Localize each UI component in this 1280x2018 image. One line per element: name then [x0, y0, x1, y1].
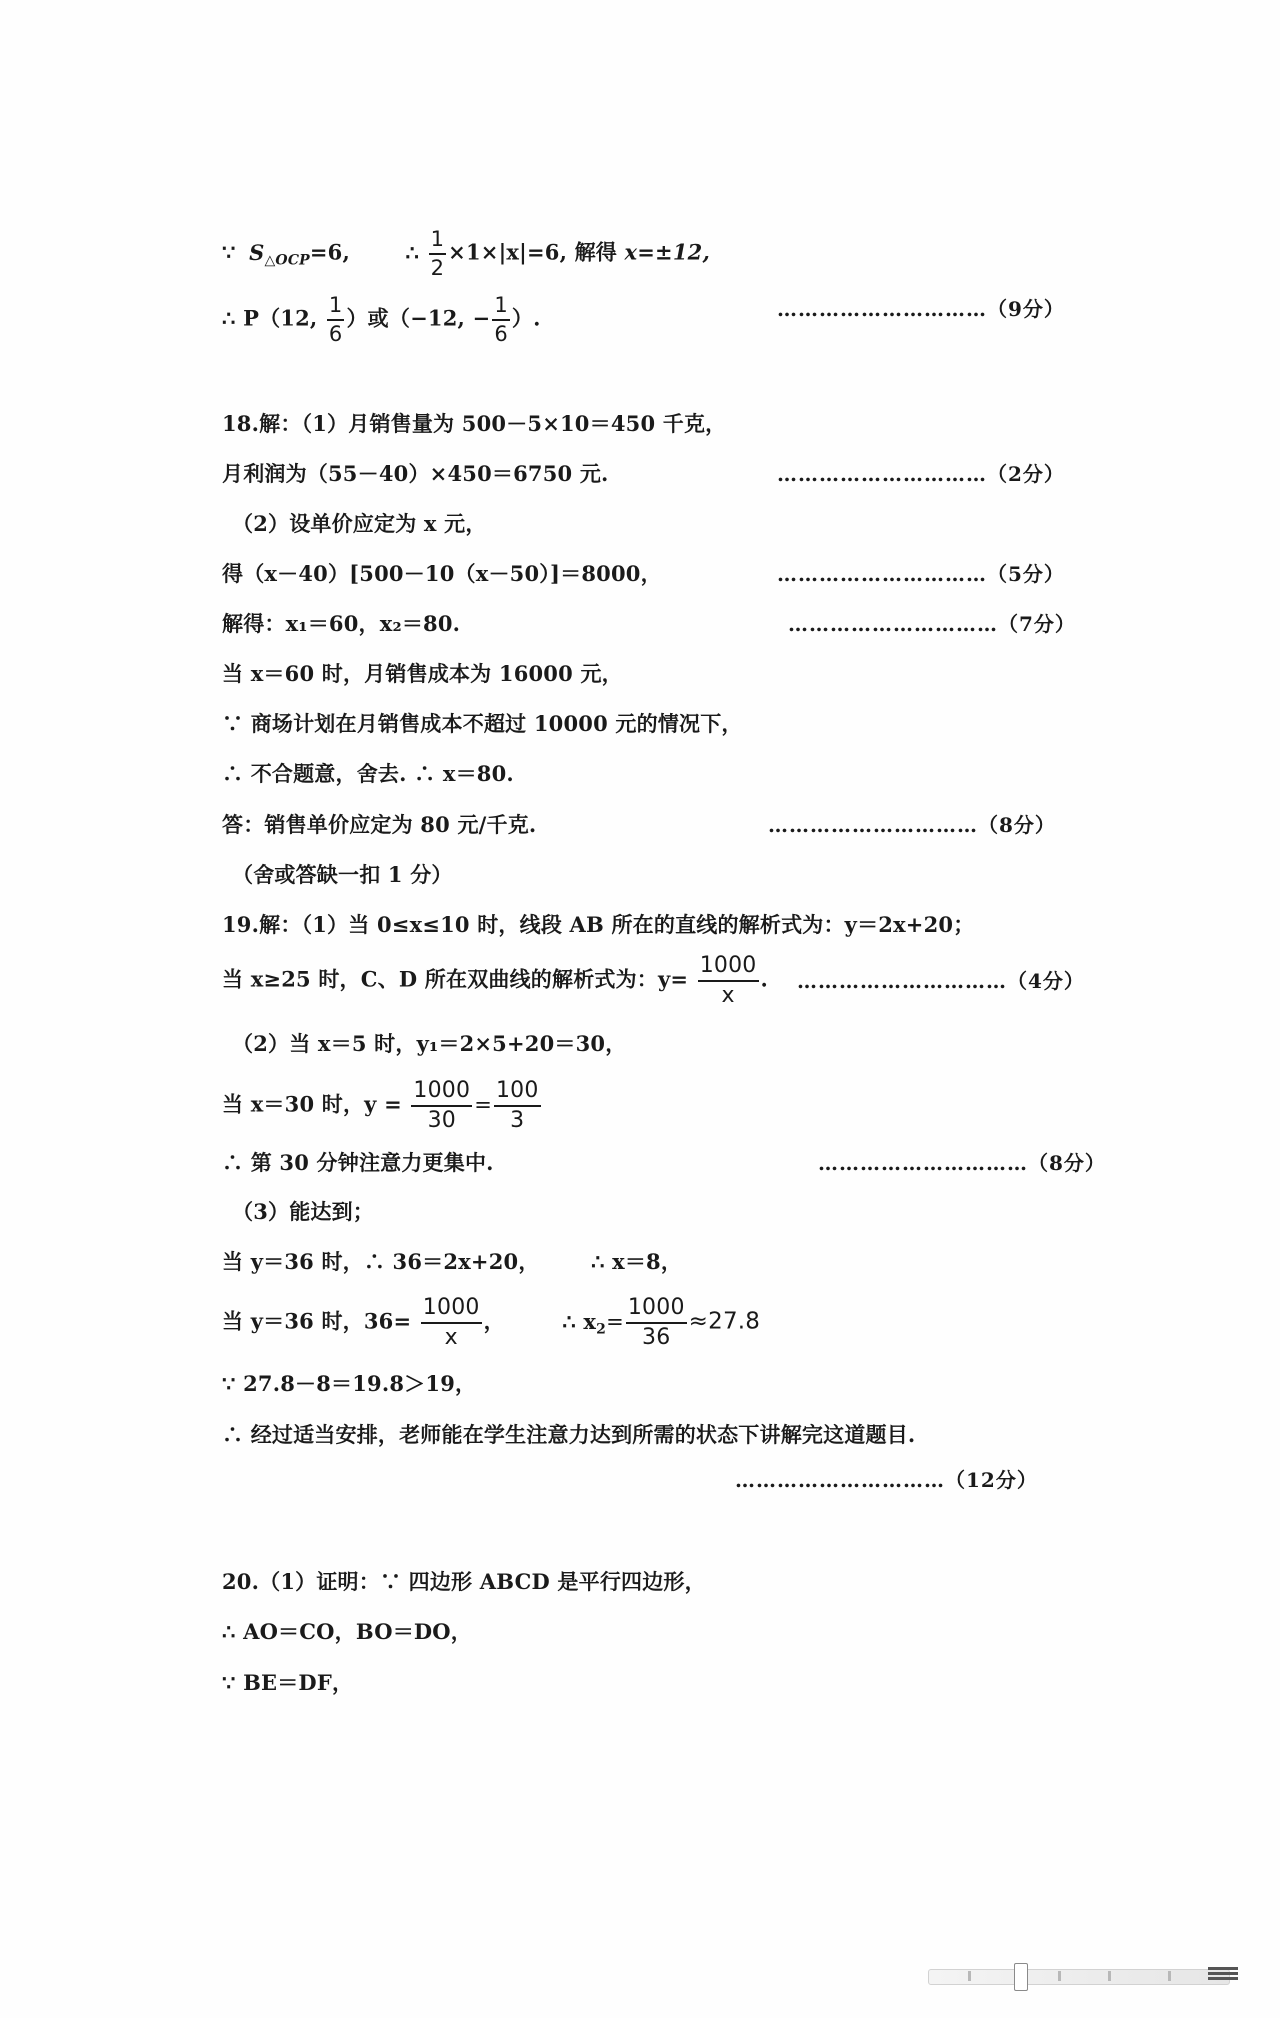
therefore-symbol: ∴: [405, 239, 420, 265]
menu-icon[interactable]: [1208, 1965, 1238, 1987]
area-subscript: △OCP: [264, 252, 310, 269]
hyperbola-tail: .: [760, 966, 769, 992]
area-equation: ×1×|x|=6, 解得: [448, 239, 618, 265]
half-fraction: [429, 229, 447, 279]
q18-line-2: 月利润为（55－40）×450＝6750 元.: [222, 461, 609, 486]
hyperbola-equation-fraction: [421, 1297, 482, 1349]
q19-line-4: [222, 1080, 543, 1132]
fraction-denominator: x: [721, 983, 735, 1008]
y-fraction-2: [494, 1080, 541, 1132]
fraction-numerator: 1: [327, 295, 345, 321]
fraction-numerator: 1000: [626, 1297, 687, 1324]
q19-line-5: ∴ 第 30 分钟注意力更集中.: [222, 1150, 494, 1175]
q18-line-5: 解得：x₁＝60，x₂＝80.: [222, 611, 461, 636]
fraction-denominator: 3: [510, 1108, 525, 1133]
y36-hyperbola-text: 当 y＝36 时，36=: [222, 1308, 412, 1334]
fraction-numerator: 1: [492, 295, 510, 321]
x-equals-8: ∴ x＝8，: [591, 1249, 683, 1274]
q20-line-1: 20.（1）证明：∵ 四边形 ABCD 是平行四边形，: [222, 1569, 706, 1594]
fraction-numerator: 1000: [411, 1080, 472, 1107]
q20-line-2: ∴ AO＝CO，BO＝DO，: [222, 1619, 473, 1644]
slider-tick: [1058, 1971, 1061, 1981]
fraction-denominator: 6: [494, 322, 508, 346]
slider-track[interactable]: [928, 1969, 1230, 1985]
point-middle: ）或（−12, −: [346, 305, 491, 331]
q19-line-1: 19.解：（1）当 0≤x≤10 时，线段 AB 所在的直线的解析式为：y＝2x+20；: [222, 912, 975, 937]
hyperbola-fraction: [698, 955, 759, 1007]
slider-tick: [1108, 1971, 1111, 1981]
q19-line-9: ∵ 27.8－8＝19.8＞19，: [222, 1371, 477, 1396]
fraction-numerator: 1: [429, 229, 447, 255]
slider-tick: [968, 1971, 971, 1981]
x2-fraction: [626, 1297, 687, 1349]
equals-sign: =: [474, 1092, 492, 1117]
comma: ，: [483, 1308, 505, 1334]
q18-line-3: （2）设单价应定为 x 元，: [232, 511, 487, 536]
q18-line-1: 18.解：（1）月销售量为 500－5×10＝450 千克，: [222, 411, 727, 436]
q19-score-8: …………………………（8分）: [818, 1151, 1106, 1175]
area-value: =6,: [309, 239, 351, 265]
q18-score-7: …………………………（7分）: [788, 612, 1076, 636]
q19-line-3: （2）当 x＝5 时，y₁＝2×5+20＝30，: [232, 1031, 627, 1056]
q19-line-2: [222, 955, 768, 1007]
q18-line-9: 答：销售单价应定为 80 元/千克.: [222, 812, 537, 837]
q17-point-line: [222, 295, 541, 345]
q17-area-line: [222, 229, 710, 279]
fraction-denominator: 6: [328, 322, 343, 346]
fraction-numerator: 1000: [698, 955, 759, 982]
q19-line-8: [222, 1297, 760, 1349]
x2-label: ∴ x: [562, 1308, 597, 1334]
page-slider[interactable]: [928, 1963, 1238, 1991]
q18-line-7: ∵ 商场计划在月销售成本不超过 10000 元的情况下，: [222, 711, 743, 736]
since-symbol: ∵: [222, 239, 236, 265]
q17-score: …………………………（9分）: [777, 297, 1065, 321]
slider-tick: [1168, 1971, 1171, 1981]
q18-score-5: …………………………（5分）: [777, 562, 1065, 586]
q19-score-12: …………………………（12分）: [735, 1468, 1038, 1492]
fraction-numerator: 100: [494, 1080, 541, 1107]
fraction-denominator: 2: [430, 256, 445, 280]
fraction-denominator: x: [444, 1325, 458, 1350]
slider-handle[interactable]: [1014, 1963, 1028, 1991]
y-fraction-1: [411, 1080, 472, 1132]
q18-line-6: 当 x＝60 时，月销售成本为 16000 元，: [222, 661, 623, 686]
q19-line-10: ∴ 经过适当安排，老师能在学生注意力达到所需的状态下讲解完这道题目.: [222, 1422, 916, 1447]
q19-line-7: [222, 1247, 682, 1277]
point-prefix: ∴ P（12,: [222, 305, 318, 331]
q18-note: （舍或答缺一扣 1 分）: [232, 862, 453, 887]
q19-line-6: （3）能达到；: [232, 1199, 375, 1224]
y36-linear-text: 当 y＝36 时，∴ 36＝2x+20，: [222, 1249, 540, 1274]
point-fraction-2: [492, 295, 510, 345]
fraction-denominator: 30: [427, 1108, 456, 1133]
q20-line-3: ∵ BE＝DF，: [222, 1670, 354, 1695]
q18-line-4: 得（x－40）[500－10（x－50）]＝8000，: [222, 561, 662, 586]
q18-score-2: …………………………（2分）: [777, 462, 1065, 486]
approx-value: ≈27.8: [688, 1308, 761, 1335]
fraction-numerator: 1000: [421, 1297, 482, 1324]
equals-sign: =: [606, 1309, 624, 1334]
q18-line-8: ∴ 不合题意，舍去. ∴ x＝80.: [222, 761, 514, 786]
q19-score-4: …………………………（4分）: [797, 969, 1085, 993]
hyperbola-text: 当 x≥25 时，C、D 所在双曲线的解析式为：y=: [222, 966, 689, 992]
x-solution: x=±12,: [624, 239, 710, 265]
q18-score-8: …………………………（8分）: [768, 813, 1056, 837]
y-at-30-text: 当 x＝30 时，y =: [222, 1091, 402, 1117]
x2-subscript: 2: [596, 1321, 607, 1338]
point-suffix: ）.: [511, 305, 541, 331]
fraction-denominator: 36: [642, 1325, 671, 1350]
area-label: S: [249, 239, 265, 265]
point-fraction-1: [327, 295, 345, 345]
